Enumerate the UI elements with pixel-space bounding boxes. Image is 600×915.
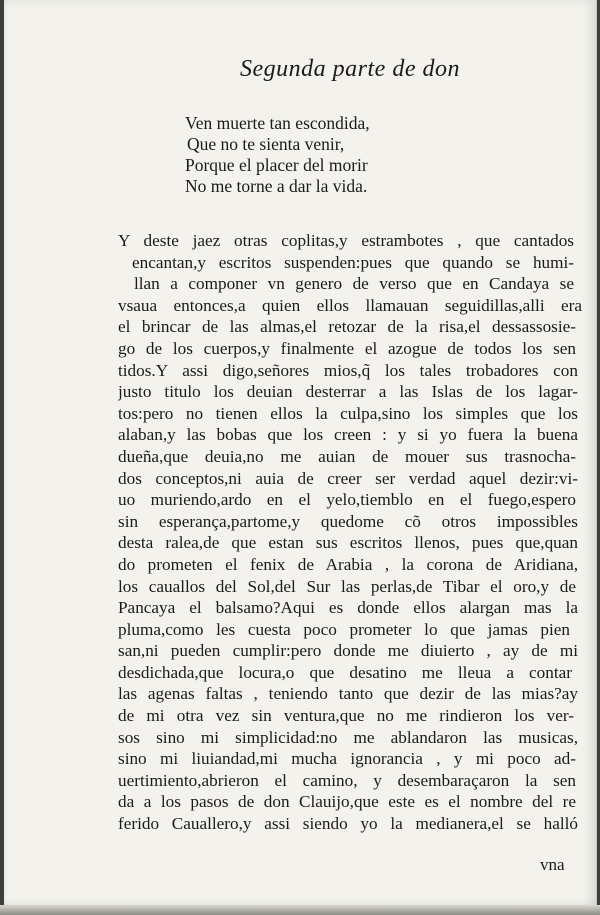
prose-line: sin esperança,partome,y quedome cõ otros impossibles xyxy=(118,511,578,531)
prose-line: dos conceptos,ni auia de creer ser verdad aquel dezir:vi- xyxy=(118,468,578,488)
prose-line: Pancaya el balsamo?Aqui es donde ellos alargan mas la xyxy=(118,598,578,618)
prose-line: vsaua entonces,a quien ellos llamauan seguidillas,alli era xyxy=(118,295,582,315)
prose-paragraph xyxy=(118,230,582,835)
prose-line: Y deste jaez otras coplitas,y estrambotes , que cantados xyxy=(118,231,574,250)
prose-line: san,ni pueden cumplir:pero donde me diuierto , ay de mi xyxy=(118,641,578,661)
prose-line: el brincar de las almas,el retozar de la risa,el dessassosie- xyxy=(118,317,576,337)
verse-line: Que no te sienta venir, xyxy=(187,134,345,154)
catchword: vna xyxy=(540,855,565,874)
prose-line: alaban,y las bobas que los creen : y si yo fuera la buena xyxy=(118,425,578,445)
prose-line: sino mi liuiandad,mi mucha ignorancia , y mi poco ad- xyxy=(118,749,576,769)
prose-line: las agenas faltas , teniendo tanto que dezir de las mias?ay xyxy=(118,684,578,704)
prose-line: desta ralea,de que estan sus escritos llenos, pues que,quan xyxy=(118,533,578,553)
prose-line: desdichada,que locura,o que desatino me lleua a contar xyxy=(118,662,572,682)
prose-line: justo titulo los deuian desterrar a las Islas de los lagar- xyxy=(118,382,578,402)
prose-line: dueña,que deuia,no me auian de mouer sus trasnocha- xyxy=(118,446,576,466)
verse-line: Ven muerte tan escondida, xyxy=(185,113,370,133)
prose-line: tidos.Y assi digo,señores mios,q̃ los tales trobadores con xyxy=(118,360,578,380)
verse-line: No me torne a dar la vida. xyxy=(185,176,368,196)
prose-line: los cauallos del Sol,del Sur las perlas,de Tibar el oro,y de xyxy=(118,576,576,596)
prose-line: do prometen el fenix de Arabia , la corona de Aridiana, xyxy=(118,554,578,574)
prose-line: de mi otra vez sin ventura,que no me rindieron los ver- xyxy=(118,706,574,726)
prose-line: da a los pasos de don Clauijo,que este es el nombre del re xyxy=(118,792,576,812)
prose-line: encantan,y escritos suspenden:pues que quando se humi- xyxy=(132,252,574,272)
prose-line: go de los cuerpos,y finalmente el azogue de todos los sen xyxy=(118,338,576,358)
prose-line: tos:pero no tienen ellos la culpa,sino los simples que los xyxy=(118,403,578,423)
prose-line: uo muriendo,ardo en el yelo,tiemblo en el fuego,espero xyxy=(118,490,576,510)
verse-stanza xyxy=(185,113,370,197)
prose-line: ferido Cauallero,y assi siendo yo la medianera,el se halló xyxy=(118,814,578,834)
page-edge xyxy=(0,905,600,915)
running-head: Segunda parte de don xyxy=(240,56,460,82)
prose-line: uertimiento,abrieron el camino, y desembaraçaron la sen xyxy=(118,770,576,790)
prose-line: llan a componer vn genero de verso que en Candaya se xyxy=(134,274,574,294)
prose-line: sos sino mi simplicidad:no me ablandaron las musicas, xyxy=(118,727,578,747)
verse-line: Porque el placer del morir xyxy=(185,155,368,175)
prose-line: pluma,como les cuesta poco prometer lo que jamas pien xyxy=(118,619,570,639)
